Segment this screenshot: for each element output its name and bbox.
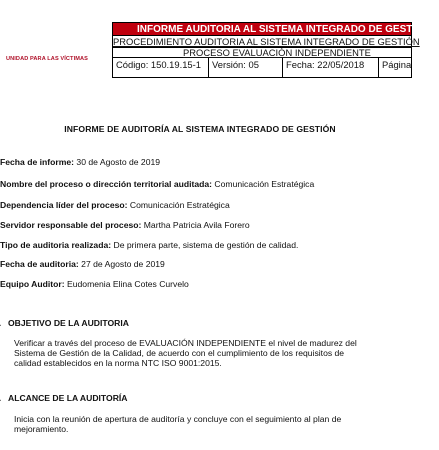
field-label: Nombre del proceso o dirección territorial auditada:	[0, 179, 213, 189]
field-label: Fecha de informe:	[0, 157, 75, 167]
field-label: Servidor responsable del proceso:	[0, 220, 142, 230]
field-value: De primera parte, sistema de gestión de calidad.	[111, 240, 299, 250]
paragraph-line: mejoramiento.	[14, 424, 69, 434]
field-audit-team	[0, 279, 189, 289]
process-name: PROCESO EVALUACIÓN INDEPENDIENTE	[112, 48, 412, 58]
section-title: ALCANCE DE LA AUDITORÍA	[8, 393, 128, 403]
paragraph-line: Verificar a través del proceso de EVALUACIÓN INDEPENDIENTE el nivel de madurez del	[14, 338, 357, 348]
organization-logo-text: UNIDAD PARA LAS VÍCTIMAS	[6, 56, 88, 62]
section-objective-heading	[0, 318, 129, 328]
logo-cell	[0, 22, 112, 78]
document-meta-row	[112, 58, 412, 78]
field-value: Comunicación Estratégica	[212, 179, 315, 189]
document-code: Código: 150.19.15-1	[113, 58, 209, 77]
field-audit-date	[0, 259, 165, 269]
field-responsible-officer	[0, 220, 250, 230]
field-value: Comunicación Estratégica	[127, 200, 230, 210]
field-value: 27 de Agosto de 2019	[78, 259, 165, 269]
paragraph-line: Inicia con la reunión de apertura de auditoría y concluye con el seguimiento al plan de	[14, 414, 342, 424]
field-label: Equipo Auditor:	[0, 279, 65, 289]
procedure-name: PROCEDIMIENTO AUDITORIA AL SISTEMA INTEGRADO DE GESTIÓN	[113, 36, 420, 47]
field-process-name	[0, 179, 314, 189]
section-number	[0, 318, 8, 328]
document-version: Versión: 05	[209, 58, 283, 77]
paragraph-line: Sistema de Gestión de la Calidad, de acuerdo con el cumplimiento de los requisitos de	[14, 348, 345, 358]
field-label: Dependencia líder del proceso:	[0, 200, 128, 210]
paragraph-line: calidad establecidos en la norma NTC ISO 9001:2015.	[14, 358, 222, 368]
section-objective-body	[14, 338, 404, 368]
field-lead-dependency	[0, 200, 230, 210]
document-page: Página	[382, 59, 412, 70]
section-scope-heading	[0, 393, 128, 403]
field-label: Tipo de auditoria realizada:	[0, 240, 112, 250]
document-title: INFORME DE AUDITORÍA AL SISTEMA INTEGRADO DE GESTIÓN	[64, 124, 336, 134]
field-value: Eudomenia Elina Cotes Curvelo	[64, 279, 189, 289]
section-scope-body	[14, 414, 404, 434]
field-report-date	[0, 157, 160, 167]
report-header-title: INFORME AUDITORIA AL SISTEMA INTEGRADO DE GESTIÓN	[112, 22, 412, 36]
field-value: 30 de Agosto de 2019	[74, 157, 161, 167]
field-label: Fecha de auditoria:	[0, 259, 79, 269]
field-audit-type	[0, 240, 298, 250]
document-date: Fecha: 22/05/2018	[283, 58, 379, 77]
field-value: Martha Patricia Avila Forero	[141, 220, 250, 230]
section-title: OBJETIVO DE LA AUDITORIA	[8, 318, 129, 328]
section-number	[0, 393, 8, 403]
